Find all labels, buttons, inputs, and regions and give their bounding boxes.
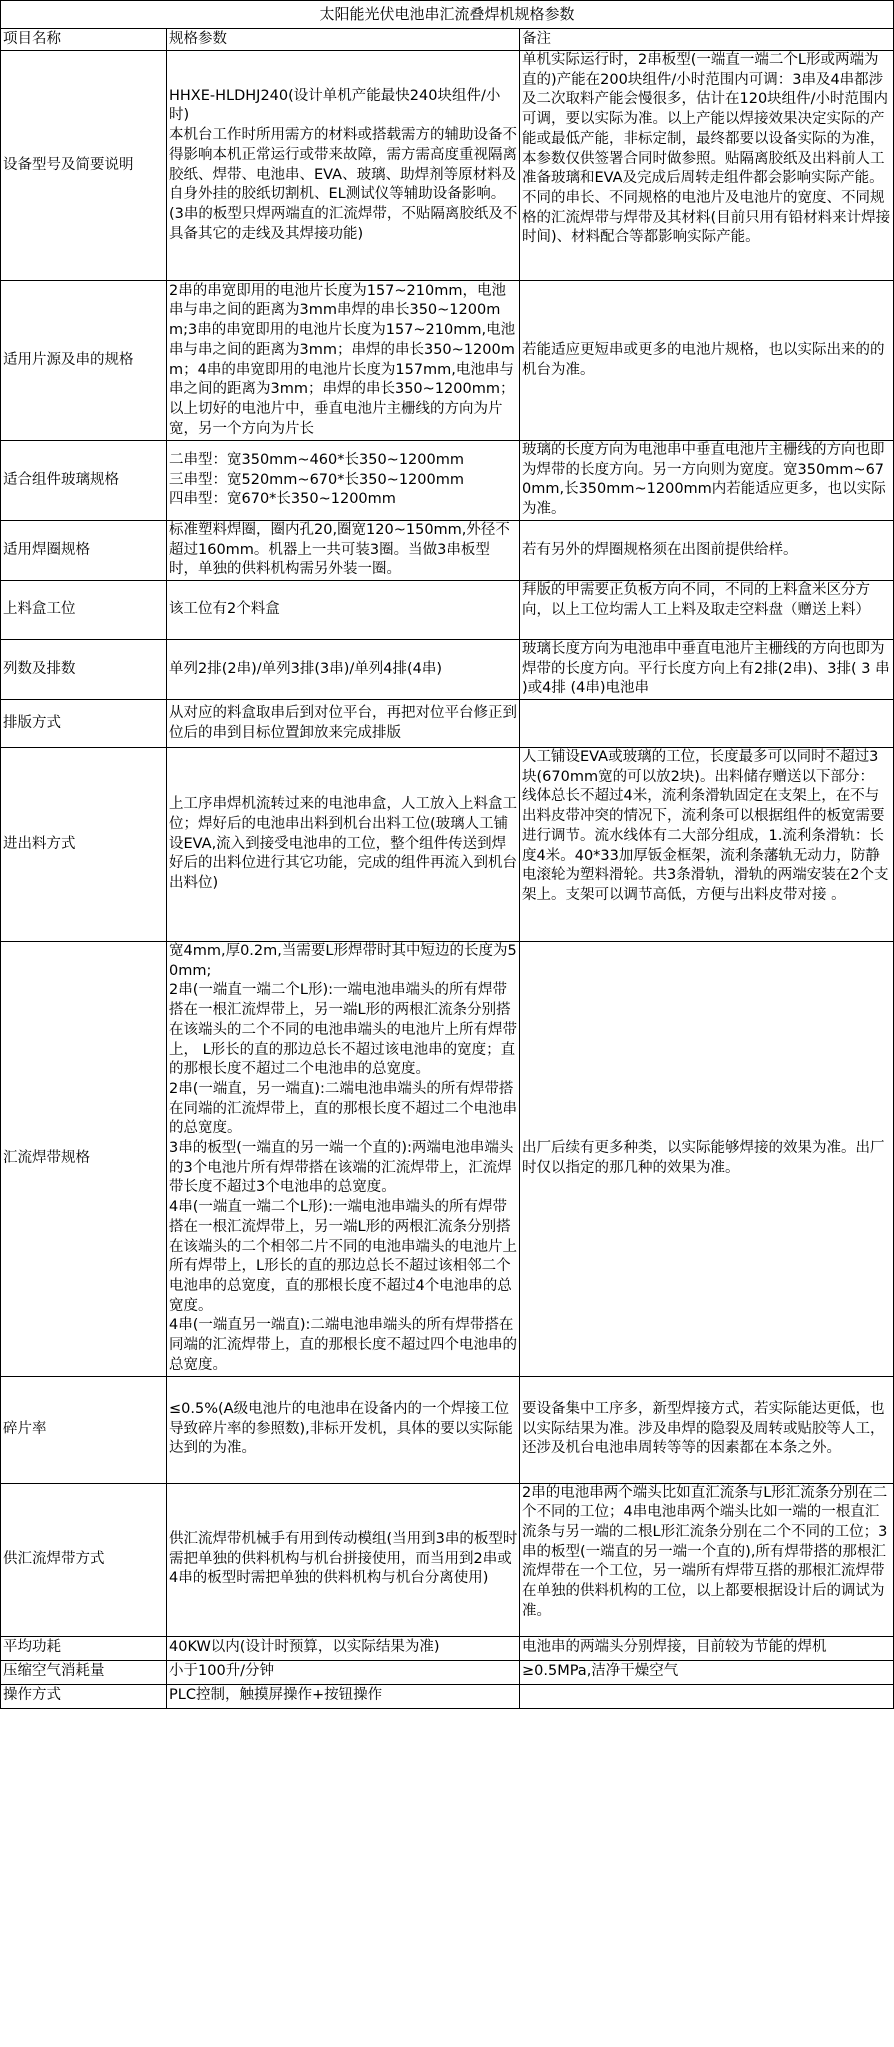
cell-note	[520, 942, 894, 1376]
table-row	[1, 1636, 894, 1660]
cell-note-text: 单机实际运行时，2串板型(一端直一端二个L形或两端为直的)产能在200块组件/小时范围内可调：3串及4串都涉及二次取料产能会慢很多，估计在120块组件/小时范围内可调，要以实际为准。以上产能以焊接效果决定实际的产能或最低产能，非标定制，最终都要以设备实际的为准，本参数仅供签署合同时做参照。贴隔离胶纸及出料前人工准备玻璃和EVA及完成后周转走组件都会影响实际产能。不同的串长、不同规格的电池片及电池片的宽度、不同规格的汇流焊带与焊带及其材料(目前只用有铅材料来计焊接时间)、材料配合等都影响实际产能。	[522, 52, 891, 246]
cell-name-text: 设备型号及简要说明	[3, 156, 134, 173]
cell-name	[1, 441, 167, 521]
cell-spec	[167, 1636, 520, 1660]
cell-spec-text: PLC控制，触摸屏操作+按钮操作	[169, 1687, 383, 1704]
cell-note	[520, 441, 894, 521]
cell-spec	[167, 520, 520, 580]
table-row	[1, 700, 894, 748]
cell-note	[520, 1660, 894, 1684]
table-row	[1, 1483, 894, 1636]
header-spec: 规格参数	[167, 29, 520, 51]
cell-note	[520, 1636, 894, 1660]
cell-spec	[167, 700, 520, 748]
cell-note	[520, 700, 894, 748]
cell-spec-text: 供汇流焊带机械手有用到传动模组(当用到3串的板型时需把单独的供料机构与机台拼接使用，而当用到2串或4串的板型时需把单独的供料机构与机台分离使用)	[169, 1530, 518, 1587]
cell-note-text: 电池串的两端头分别焊接，目前较为节能的焊机	[522, 1639, 827, 1656]
cell-name	[1, 639, 167, 699]
header-row	[1, 29, 894, 51]
table-row	[1, 520, 894, 580]
cell-note-text: 若有另外的焊圈规格须在出图前提供给样。	[522, 541, 798, 558]
cell-note	[520, 520, 894, 580]
cell-note	[520, 1483, 894, 1636]
cell-note	[520, 281, 894, 441]
cell-spec-text: 二串型：宽350mm~460*长350~1200mm 三串型：宽520mm~670*长350~1200mm 四串型：宽670*长350~1200mm	[169, 451, 464, 508]
cell-name-text: 上料盒工位	[3, 601, 76, 618]
cell-note-text: 要设备集中工序多，新型焊接方式，若实际能达更低，也以实际结果为准。涉及串焊的隐裂及周转或贴胶等人工，还涉及机台电池串周转等等的因素都在本条之外。	[522, 1400, 885, 1457]
table-row	[1, 1684, 894, 1708]
cell-spec	[167, 51, 520, 281]
cell-note	[520, 580, 894, 639]
cell-spec-text: 该工位有2个料盒	[169, 601, 280, 618]
page-title: 太阳能光伏电池串汇流叠焊机规格参数	[1, 1, 894, 29]
cell-name	[1, 1636, 167, 1660]
cell-name	[1, 748, 167, 942]
cell-spec-text: 单列2排(2串)/单列3排(3串)/单列4排(4串)	[169, 660, 443, 677]
cell-spec	[167, 639, 520, 699]
cell-spec	[167, 748, 520, 942]
cell-name-text: 平均功耗	[3, 1639, 61, 1656]
cell-spec-text: 上工序串焊机流转过来的电池串盒，人工放入上料盒工位；焊好后的电池串出料到机台出料工位(玻璃人工铺设EVA,流入到接受电池串的工位，整个组件传送到焊好后的出料位进行其它功能，完成的组件再流入到机台出料位)	[169, 796, 517, 892]
cell-spec	[167, 942, 520, 1376]
cell-name	[1, 1483, 167, 1636]
header-name: 项目名称	[1, 29, 167, 51]
cell-note	[520, 1684, 894, 1708]
cell-note	[520, 748, 894, 942]
cell-spec	[167, 1660, 520, 1684]
title-row	[1, 1, 894, 29]
cell-spec-text: ≤0.5%(A级电池片的电池串在设备内的一个焊接工位导致碎片率的参照数),非标开发机，具体的要以实际能达到的为准。	[169, 1400, 513, 1457]
table-row	[1, 441, 894, 521]
table-row	[1, 1660, 894, 1684]
cell-name-text: 适合组件玻璃规格	[3, 471, 119, 488]
cell-note-text: 玻璃长度方向为电池串中垂直电池片主栅线的方向也即为焊带的长度方向。平行长度方向上有2排(2串)、3排( 3 串 )或4排 (4串)电池串	[522, 640, 894, 697]
table-row	[1, 1376, 894, 1483]
table-row	[1, 748, 894, 942]
cell-spec-text: 40KW以内(设计时预算，以实际结果为准)	[169, 1639, 440, 1656]
cell-spec	[167, 580, 520, 639]
cell-note	[520, 51, 894, 281]
cell-spec	[167, 1376, 520, 1483]
cell-name	[1, 1660, 167, 1684]
cell-note-text: 2串的电池串两个端头比如直汇流条与L形汇流条分别在二个不同的工位；4串电池串两个端头比如一端的一根直汇流条与另一端的二根L形汇流条分别在二个不同的工位；3串的板型(一端直的另一端一个直的),所有焊带搭的那根汇流焊带在一个工位，另一端所有焊带互搭的那根汇流焊带在单独的供料机构的工位，以上都要根据设计后的调试为准。	[522, 1484, 888, 1619]
cell-spec-text: 标准塑料焊圈，圈内孔20,圈宽120~150mm,外径不超过160mm。机器上一共可装3圈。当做3串板型时，单独的供料机构需另外装一圈。	[169, 521, 510, 578]
table-row	[1, 942, 894, 1376]
cell-name-text: 碎片率	[3, 1420, 47, 1437]
cell-note	[520, 1376, 894, 1483]
cell-name	[1, 281, 167, 441]
cell-spec	[167, 441, 520, 521]
table-row	[1, 51, 894, 281]
cell-name-text: 供汇流焊带方式	[3, 1550, 105, 1567]
header-note: 备注	[520, 29, 894, 51]
cell-name-text: 列数及排数	[3, 660, 76, 677]
cell-note-text: 人工铺设EVA或玻璃的工位，长度最多可以同时不超过3块(670mm宽的可以放2块)。出料储存赠送以下部分： 线体总长不超过4米，流利条滑轨固定在支架上，在不与出料皮带冲突的情况下，流利条可以根据组件的板宽需要进行调节。流水线体有二大部分组成，1.流利条滑轨：长度4米。40*33加厚钣金框架，流利条藩轨无动力，防静电滚轮为塑料滑轮。共3条滑轨，滑轨的两端安装在2个支架上。支架可以调节高低，方便与出料皮带对接 。	[522, 749, 889, 903]
table-row	[1, 580, 894, 639]
cell-spec-text: 2串的串宽即用的电池片长度为157~210mm，电池串与串之间的距离为3mm串焊的串长350~1200mm;3串的串宽即用的电池片长度为157~210mm,电池串与串之间的距离为3mm；串焊的串长350~1200mm；4串的串宽即用的电池片长度为157mm,电池串与串之间的距离为3mm；串焊的串长350~1200mm； 以上切好的电池片中，垂直电池片主栅线的方向为片宽，另一个方向为片长	[169, 282, 516, 437]
cell-name	[1, 1376, 167, 1483]
cell-spec-text: HHXE-HLDHJ240(设计单机产能最快240块组件/小时) 本机台工作时所用需方的材料或搭载需方的辅助设备不得影响本机正常运行或带来故障，需方需高度重视隔离胶纸、焊带、电池串、EVA、玻璃、助焊剂等原材料及自身外挂的胶纸切割机、EL测试仪等辅助设备影响。 (3串的板型只焊两端直的汇流焊带，不贴隔离胶纸及不具备其它的走线及其焊接功能)	[169, 87, 518, 242]
cell-note-text: 出厂后续有更多种类，以实际能够焊接的效果为准。出厂时仅以指定的那几种的效果为准。	[522, 1140, 885, 1176]
cell-note-text: ≥0.5MPa,洁净干燥空气	[522, 1663, 679, 1680]
cell-name-text: 排版方式	[3, 714, 61, 731]
table-row	[1, 639, 894, 699]
cell-name-text: 汇流焊带规格	[3, 1149, 90, 1166]
cell-note-text: 玻璃的长度方向为电池串中垂直电池片主栅线的方向也即为焊带的长度方向。另一方向则为宽度。宽350mm~670mm,长350mm~1200mm内若能适应更多，也以实际为准。	[522, 442, 886, 518]
cell-spec	[167, 1483, 520, 1636]
cell-spec	[167, 281, 520, 441]
cell-spec-text: 从对应的料盒取串后到对位平台，再把对位平台修正到位后的串到目标位置卸放来完成排版	[169, 704, 517, 741]
cell-name	[1, 1684, 167, 1708]
cell-note-text: 若能适应更短串或更多的电池片规格，也以实际出来的的机台为准。	[522, 341, 885, 378]
cell-name	[1, 942, 167, 1376]
cell-spec-text: 宽4mm,厚0.2m,当需要L形焊带时其中短边的长度为50mm; 2串(一端直一端二个L形):一端电池串端头的所有焊带搭在一根汇流焊带上，另一端L形的两根汇流条分别搭在该端头的二个不同的电池串端头的电池片上所有焊带上， L形长的直的那边总长不超过该电池串的宽度；直的那根长度不超过二个电池串的总宽度。 2串(一端直，另一端直):二端电池串端头的所有焊带搭在同端的汇流焊带上，直的那根长度不超过二个电池串的总宽度。 3串的板型(一端直的另一端一个直的):两端电池串端头的3个电池片所有焊带搭在该端的汇流焊带上，汇流焊带长度不超过3个电池串的总宽度。 4串(一端直一端二个L形):一端电池串端头的所有焊带搭在一根汇流焊带上，另一端L形的两根汇流条分别搭在该端头的二个相邻二片不同的电池串端头的电池片上所有焊带上，L形长的直的那边总长不超过该相邻二个电池串的总宽度，直的那根长度不超过4个电池串的总宽度。 4串(一端直另一端直):二端电池串端头的所有焊带搭在同端的汇流焊带上，直的那根长度不超过四个电池串的总宽度。	[169, 943, 517, 1373]
cell-name	[1, 520, 167, 580]
cell-name-text: 操作方式	[3, 1687, 61, 1704]
cell-name-text: 适用片源及串的规格	[3, 351, 134, 368]
cell-name-text: 适用焊圈规格	[3, 541, 90, 558]
cell-name-text: 进出料方式	[3, 835, 76, 852]
table-row	[1, 281, 894, 441]
cell-name	[1, 51, 167, 281]
cell-spec-text: 小于100升/分钟	[169, 1663, 275, 1680]
cell-name-text: 压缩空气消耗量	[3, 1663, 105, 1680]
cell-note	[520, 639, 894, 699]
cell-name	[1, 580, 167, 639]
cell-note-text: 拜版的甲需要正负板方向不同，不同的上料盒米区分方向，以上工位均需人工上料及取走空料盘（赠送上料）	[522, 581, 870, 618]
cell-spec	[167, 1684, 520, 1708]
cell-name	[1, 700, 167, 748]
spec-table-body	[1, 1, 894, 1709]
